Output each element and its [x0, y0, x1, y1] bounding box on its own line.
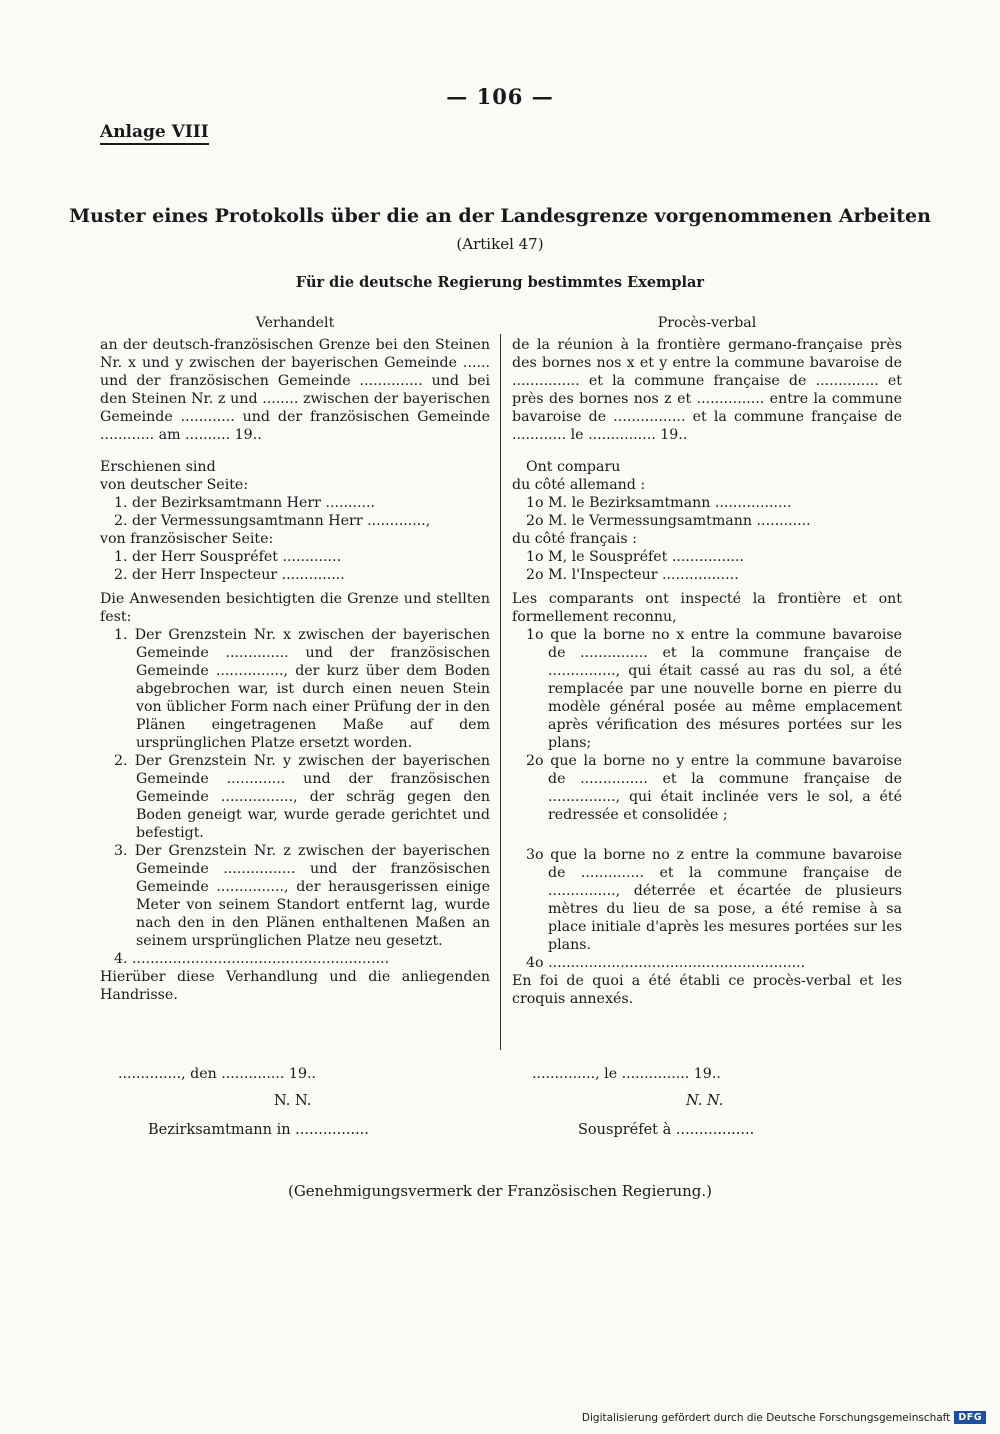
german-item-4: 4. ......................................................... — [114, 951, 390, 967]
french-item-3: 3o que la borne no z entre la commune bavaroise de .............. et la commune française de ..............., déterrée et écartée de plusieurs mètres du lieu de sa pose, a été remise à sa place initiale d'après les mesures portées sur les plans. — [526, 847, 902, 953]
french-inspection-statement: Les comparants ont inspecté la frontière et ont formellement reconnu, — [512, 591, 902, 625]
french-closing: En foi de quoi a été établi ce procès-verbal et les croquis annexés. — [512, 973, 902, 1007]
french-heading: Procès-verbal — [657, 315, 757, 331]
german-attendee-1: 1. der Bezirksamtmann Herr ........... — [114, 495, 376, 511]
french-signatory-role: Souspréfet à ................. — [578, 1122, 755, 1138]
german-signatory-name: N. N. — [274, 1093, 312, 1109]
german-heading: Verhandelt — [255, 315, 335, 331]
french-german-attendee-2: 2o M. le Vermessungsamtmann ............ — [526, 513, 811, 529]
german-attendee-2: 2. der Vermessungsamtmann Herr ............., — [114, 513, 431, 529]
french-attendee-1: 1. der Herr Souspréfet ............. — [114, 549, 342, 565]
article-reference: (Artikel 47) — [456, 235, 544, 253]
copy-designation: Für die deutsche Regierung bestimmtes Exemplar — [295, 274, 705, 291]
page-number: — 106 — — [446, 84, 554, 109]
funding-footer — [582, 1411, 986, 1424]
french-french-attendee-2: 2o M. l'Inspecteur ................. — [526, 567, 739, 583]
french-french-side-label: du côté français : — [512, 531, 637, 547]
german-date-line: .............., den .............. 19.. — [118, 1066, 317, 1082]
french-german-attendee-1: 1o M. le Bezirksamtmann ................. — [526, 495, 792, 511]
german-side-label: von deutscher Seite: — [100, 477, 249, 493]
german-signatory-role: Bezirksamtmann in ................ — [148, 1122, 369, 1138]
german-intro: an der deutsch-französischen Grenze bei den Steinen Nr. x und y zwischen der bayerischen Gemeinde ...... und der französischen Gemeinde .............. und bei den Steinen Nr. z und ........ zwischen der bayerischen Gemeinde ............ und der französischen Gemeinde ............ am .......... 19.. — [100, 337, 490, 443]
german-closing: Hierüber diese Verhandlung und die anliegenden Handrisse. — [100, 969, 490, 1003]
german-item-1: 1. Der Grenzstein Nr. x zwischen der bayerischen Gemeinde .............. und der französischen Gemeinde ..............., der kurz über dem Boden abgebrochen war, ist durch einen neuen Stein von üblicher Form nach einer Prüfung der in den Plänen eingetragenen Maße auf dem ursprünglichen Platze ersetzt worden. — [114, 627, 490, 751]
french-side-label: von französischer Seite: — [100, 531, 274, 547]
german-appeared: Erschienen sind — [100, 459, 216, 475]
dfg-logo-icon: DFG — [954, 1411, 986, 1424]
german-item-2: 2. Der Grenzstein Nr. y zwischen der bayerischen Gemeinde ............. und der französischen Gemeinde ................, der schräg gegen den Boden geneigt war, wurde gerade gerichtet und befestigt. — [114, 753, 490, 841]
french-intro: de la réunion à la frontière germano-française près des bornes nos x et y entre la commune bavaroise de ............... et la commune française de .............. et près des bornes nos z et ............... entre la commune bavaroise de ................ et la commune française de ............ le ............... 19.. — [512, 337, 902, 443]
column-divider — [500, 334, 501, 1050]
french-appeared: Ont comparu — [526, 459, 621, 475]
french-date-line: .............., le ............... 19.. — [532, 1066, 721, 1082]
french-french-attendee-1: 1o M, le Souspréfet ................ — [526, 549, 745, 565]
french-column — [512, 314, 902, 1008]
approval-note: (Genehmigungsvermerk der Französischen Regierung.) — [287, 1182, 713, 1200]
french-item-2: 2o que la borne no y entre la commune bavaroise de ............... et la commune française de ..............., qui était inclinée vers le sol, a été redressée et consolidée ; — [526, 753, 902, 823]
french-attendee-2: 2. der Herr Inspecteur .............. — [114, 567, 345, 583]
appendix-label: Anlage VIII — [100, 122, 209, 145]
german-column — [100, 314, 490, 1004]
french-item-1: 1o que la borne no x entre la commune bavaroise de ............... et la commune française de ..............., qui était cassé au ras du sol, a été remplacée par une nouvelle borne en pierre du modèle général posée au même emplacement après vérification des mésures portées sur les plans; — [526, 627, 902, 751]
document-title: Muster eines Protokolls über die an der Landesgrenze vorgenommenen Arbeiten — [69, 205, 931, 227]
footer-text: Digitalisierung gefördert durch die Deutsche Forschungsgemeinschaft — [581, 1411, 951, 1424]
german-inspection-statement: Die Anwesenden besichtigten die Grenze und stellten fest: — [100, 591, 490, 625]
german-item-3: 3. Der Grenzstein Nr. z zwischen der bayerischen Gemeinde ................ und der französischen Gemeinde ..............., der herausgerissen einige Meter von seinem Standort entfernt lag, wurde nach den in den Plänen enthaltenen Maßen an seinem ursprünglichen Platze neu gesetzt. — [114, 843, 490, 949]
french-signatory-name: N. N. — [686, 1093, 724, 1109]
french-german-side-label: du côté allemand : — [512, 477, 646, 493]
french-item-4: 4o ......................................................... — [526, 955, 806, 971]
